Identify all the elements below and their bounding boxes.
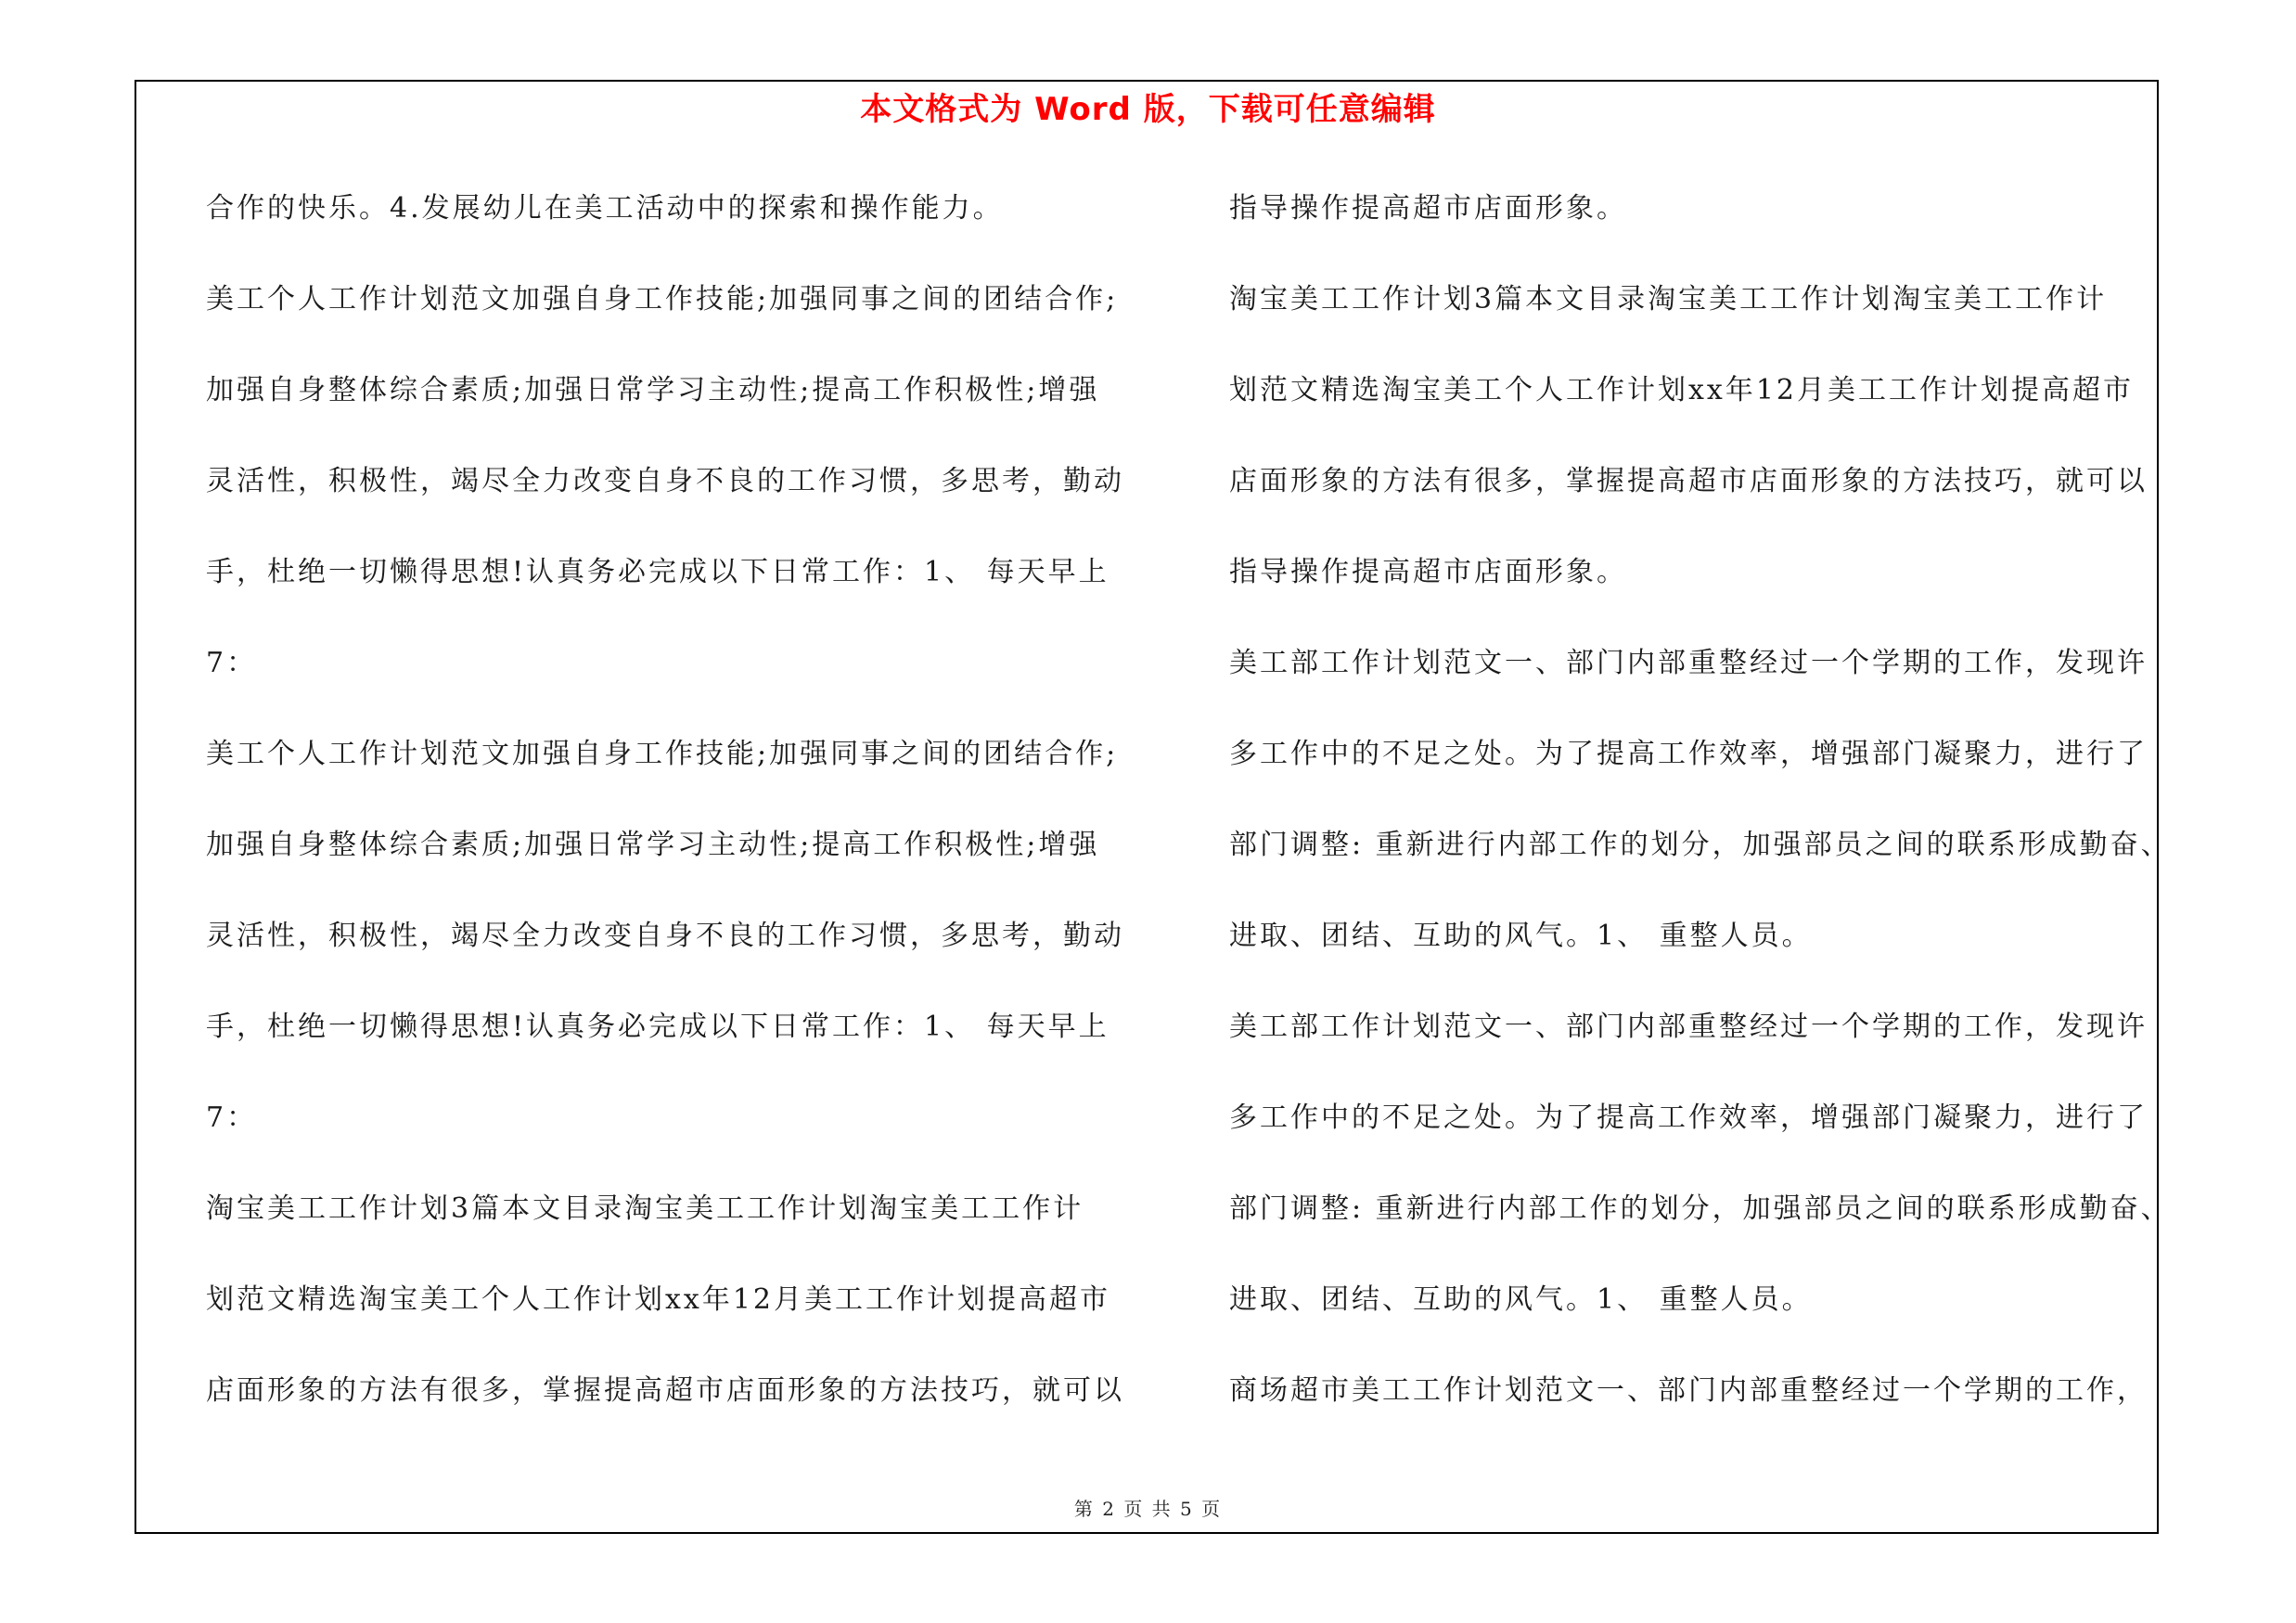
text-line: 美工个人工作计划范文加强自身工作技能;加强同事之间的团结合作;: [206, 283, 1119, 316]
text-line: 店面形象的方法有很多，掌握提高超市店面形象的方法技巧，就可以: [1229, 465, 2148, 497]
text-line: 7：: [206, 1101, 258, 1134]
text-line: 7：: [206, 647, 258, 679]
text-line: 部门调整: 重新进行内部工作的划分，加强部员之间的联系形成勤奋、: [1229, 829, 2172, 861]
text-line: 部门调整: 重新进行内部工作的划分，加强部员之间的联系形成勤奋、: [1229, 1192, 2172, 1225]
text-line: 灵活性，积极性，竭尽全力改变自身不良的工作习惯，多思考，勤动: [206, 920, 1124, 952]
text-line: 多工作中的不足之处。为了提高工作效率，增强部门凝聚力，进行了: [1229, 1101, 2148, 1134]
text-line: 划范文精选淘宝美工个人工作计划xx年12月美工工作计划提高超市: [206, 1283, 1111, 1316]
text-line: 灵活性，积极性，竭尽全力改变自身不良的工作习惯，多思考，勤动: [206, 465, 1124, 497]
text-line: 进取、团结、互助的风气。1、 重整人员。: [1229, 1283, 1813, 1316]
text-line: 进取、团结、互助的风气。1、 重整人员。: [1229, 920, 1813, 952]
text-line: 加强自身整体综合素质;加强日常学习主动性;提高工作积极性;增强: [206, 829, 1100, 861]
text-line: 加强自身整体综合素质;加强日常学习主动性;提高工作积极性;增强: [206, 374, 1100, 406]
text-line: 商场超市美工工作计划范文一、部门内部重整经过一个学期的工作，: [1229, 1374, 2148, 1407]
text-line: 美工部工作计划范文一、部门内部重整经过一个学期的工作，发现许: [1229, 1011, 2148, 1043]
text-line: 美工个人工作计划范文加强自身工作技能;加强同事之间的团结合作;: [206, 738, 1119, 770]
format-notice-header: 本文格式为 Word 版，下载可任意编辑: [860, 91, 1436, 128]
text-line: 合作的快乐。4.发展幼儿在美工活动中的探索和操作能力。: [206, 192, 1004, 225]
text-line: 指导操作提高超市店面形象。: [1229, 556, 1627, 588]
page-number-footer: 第 2 页 共 5 页: [1073, 1498, 1223, 1520]
text-line: 淘宝美工工作计划3篇本文目录淘宝美工工作计划淘宝美工工作计: [206, 1192, 1084, 1225]
text-line: 多工作中的不足之处。为了提高工作效率，增强部门凝聚力，进行了: [1229, 738, 2148, 770]
text-line: 手，杜绝一切懒得思想!认真务必完成以下日常工作：1、 每天早上: [206, 556, 1110, 588]
text-line: 手，杜绝一切懒得思想!认真务必完成以下日常工作：1、 每天早上: [206, 1011, 1110, 1043]
text-line: 美工部工作计划范文一、部门内部重整经过一个学期的工作，发现许: [1229, 647, 2148, 679]
text-line: 店面形象的方法有很多，掌握提高超市店面形象的方法技巧，就可以: [206, 1374, 1124, 1407]
text-line: 淘宝美工工作计划3篇本文目录淘宝美工工作计划淘宝美工工作计: [1229, 283, 2108, 316]
text-line: 指导操作提高超市店面形象。: [1229, 192, 1627, 225]
text-line: 划范文精选淘宝美工个人工作计划xx年12月美工工作计划提高超市: [1229, 374, 2135, 406]
